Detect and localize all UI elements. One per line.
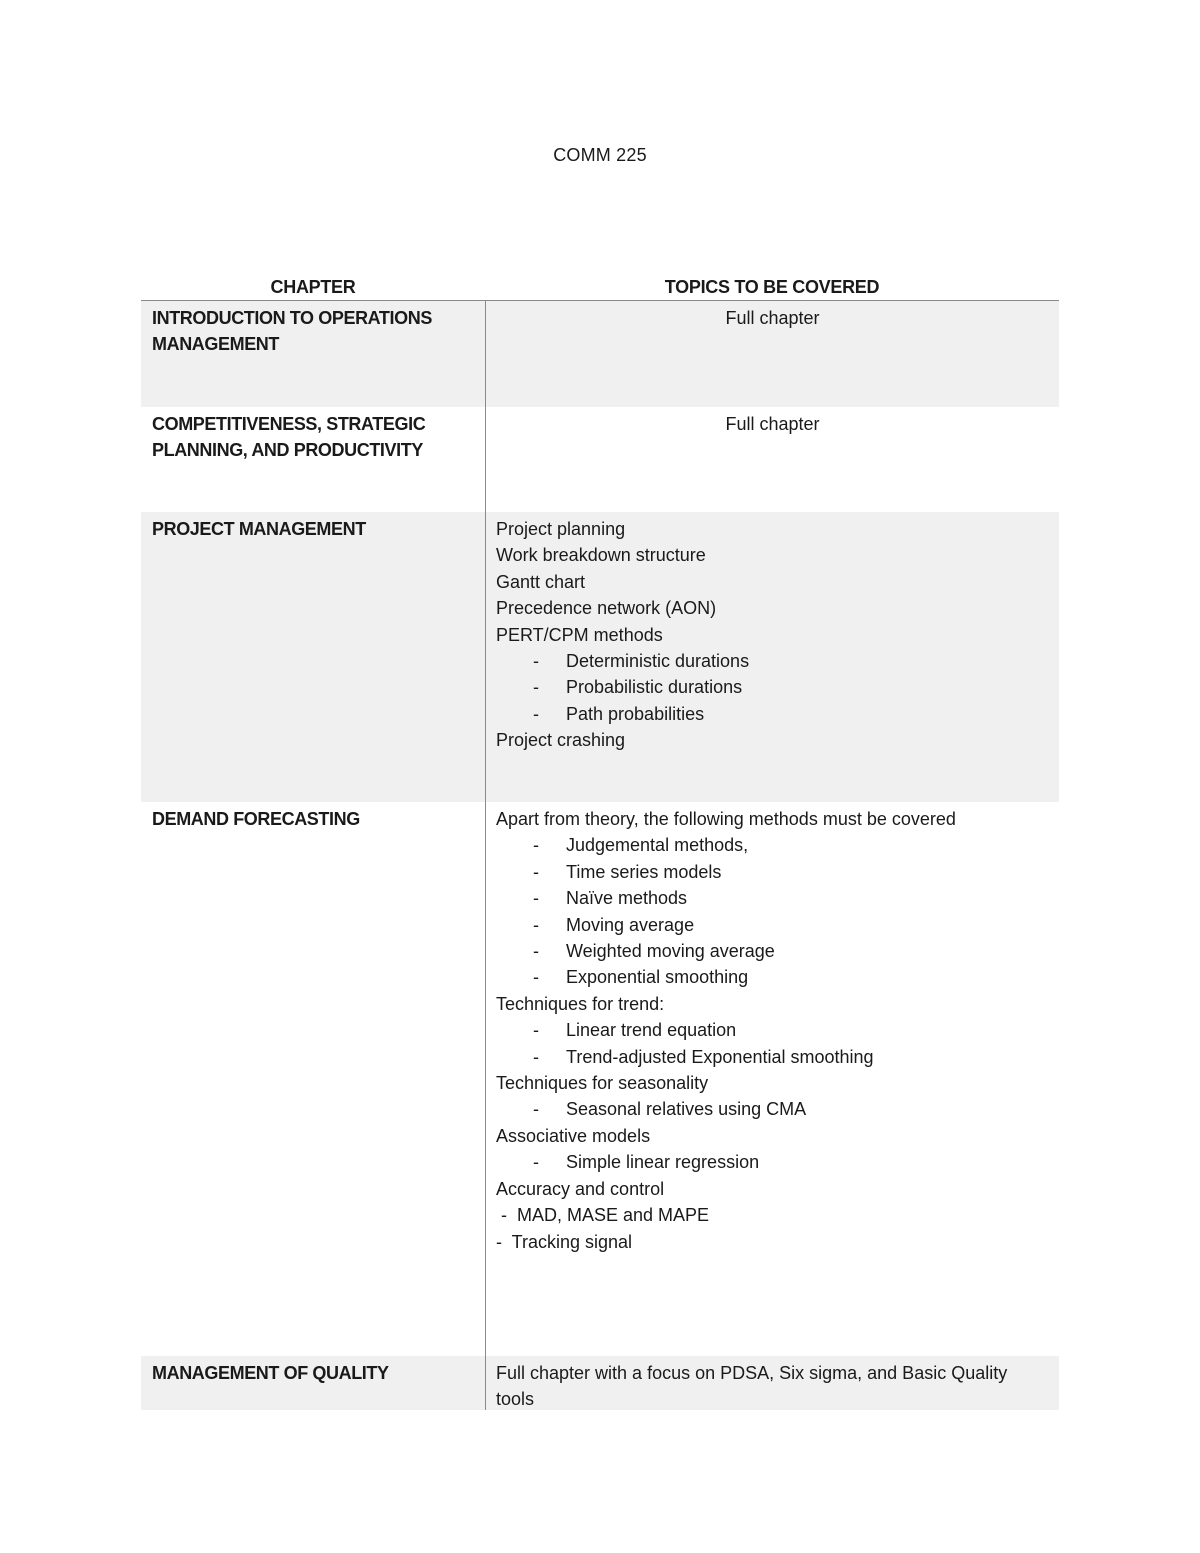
topics-management-of-quality [485,1356,1059,1410]
dash-bullet-icon: - [533,1020,539,1041]
header-chapter: CHAPTER [270,277,356,297]
topic-line: - MAD, MASE and MAPE [496,1205,710,1226]
topic-line: PERT/CPM methods [496,624,663,645]
chapter-management-of-quality: MANAGEMENT OF QUALITY [152,1363,389,1383]
topic-line: Work breakdown structure [496,545,706,566]
topic-heading: Accuracy and control [496,1178,665,1199]
dash-bullet-icon: - [533,703,539,724]
bullet-item: - Exponential smoothing [496,964,1049,990]
table-header [141,276,1059,301]
table-row [141,802,1059,1356]
bullet-item: - Weighted moving average [496,938,1049,964]
bullet-item: - Probabilistic durations [496,674,1049,700]
bullet-item: - Simple linear regression [496,1149,1049,1175]
table-row [141,512,1059,802]
page-title: COMM 225 [553,145,647,165]
bullet-item: - Path probabilities [496,701,1049,727]
dash-bullet-icon: - [533,941,539,962]
dash-bullet-icon: - [533,967,539,988]
topic-line: Apart from theory, the following methods must be covered [496,809,956,829]
topics-project-management [485,512,1059,802]
syllabus-table [141,276,1059,1410]
dash-bullet-icon: - [533,651,539,672]
dash-bullet-icon: - [533,1046,539,1067]
chapter-intro-operations: INTRODUCTION TO OPERATIONS MANAGEMENT [152,308,432,354]
topic-line: Full chapter with a focus on PDSA, Six sigma, and Basic Quality tools [496,1363,1008,1410]
chapter-competitiveness: COMPETITIVENESS, STRATEGIC PLANNING, AND PRODUCTIVITY [152,414,426,460]
topic-line: Project planning [496,519,626,539]
bullet-item: - Time series models [496,859,1049,885]
dash-bullet-icon: - [533,677,539,698]
chapter-demand-forecasting: DEMAND FORECASTING [152,809,360,829]
table-row [141,407,1059,512]
topic-heading: Techniques for seasonality [496,1073,709,1094]
dash-bullet-icon: - [533,888,539,909]
topic-line: - Tracking signal [496,1231,633,1252]
dash-bullet-icon: - [533,914,539,935]
bullet-item: - Linear trend equation [496,1017,1049,1043]
topic-line: Precedence network (AON) [496,598,717,619]
dash-bullet-icon: - [533,861,539,882]
topic-line: Project crashing [496,730,626,751]
bullet-item: - Judgemental methods, [496,832,1049,858]
topic-heading: Techniques for trend: [496,993,665,1014]
bullet-item: - Moving average [496,912,1049,938]
topic-heading: Associative models [496,1125,651,1146]
dash-bullet-icon: - [533,835,539,856]
topics-intro-operations: Full chapter [485,301,1059,407]
header-topics: TOPICS TO BE COVERED [664,277,880,297]
bullet-item: - Seasonal relatives using CMA [496,1096,1049,1122]
table-row [141,1356,1059,1410]
bullet-item: - Naïve methods [496,885,1049,911]
chapter-project-management: PROJECT MANAGEMENT [152,519,366,539]
bullet-item: - Trend-adjusted Exponential smoothing [496,1044,1049,1070]
dash-bullet-icon: - [533,1152,539,1173]
dash-bullet-icon: - [533,1099,539,1120]
bullet-item: - Deterministic durations [496,648,1049,674]
table-row [141,301,1059,407]
topics-competitiveness: Full chapter [485,407,1059,512]
topics-demand-forecasting [485,802,1059,1356]
topic-line: Gantt chart [496,571,586,592]
